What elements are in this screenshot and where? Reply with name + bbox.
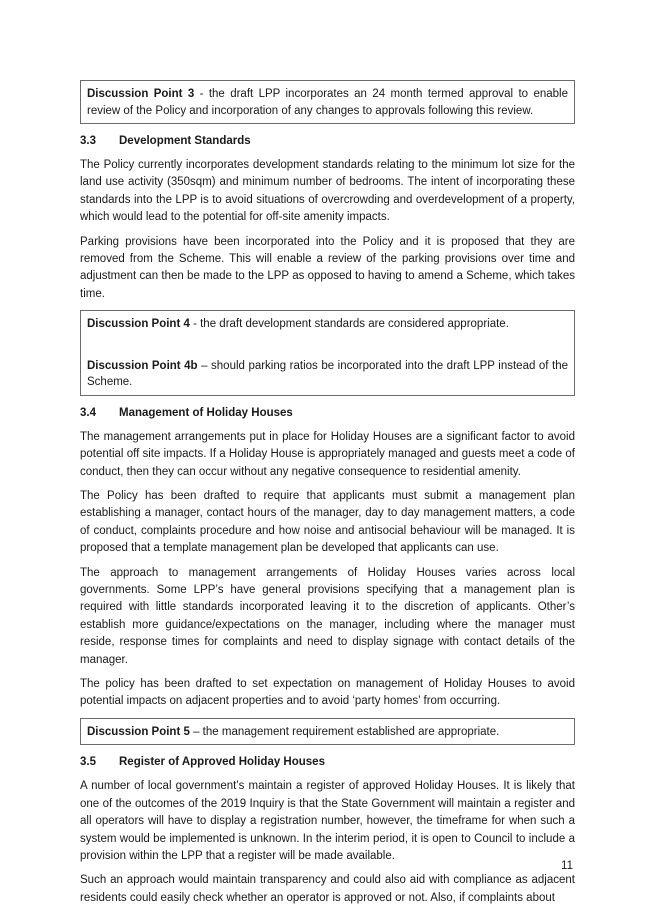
paragraph: Such an approach would maintain transparency and could also aid with compliance as adjacent residents could easily check whether an operator is approved or not. Also, if complaints about — [80, 874, 575, 904]
paragraph: Parking provisions have been incorporated into the Policy and it is proposed that they are removed from the Scheme. This will enable a review of the parking provisions over time and adjustment can then be made to the LPP as opposed to having to amend a Scheme, which takes time. — [80, 235, 575, 300]
discussion-point-4-box — [80, 310, 575, 396]
section-3-4-heading — [80, 405, 575, 421]
page-number: 11 — [561, 860, 573, 872]
section-3-3-heading — [80, 133, 575, 149]
discussion-point-4-label: Discussion Point 4 — [87, 318, 190, 331]
discussion-point-3-text: - the draft LPP incorporates an 24 month termed approval to enable review of the Policy and incorporation of any changes to approvals following this review. — [87, 88, 568, 117]
paragraph: The approach to management arrangements of Holiday Houses varies across local governments. Some LPP’s have general provisions specifying that a management plan is required with little standards incorporated leaving it to the discretion of applicants. Other’s establish more guidance/expectations on the manager, including where the manager must reside, response times for complaints and need to display signage with contact details of the manager. — [80, 566, 575, 666]
discussion-point-3-box — [80, 80, 575, 124]
paragraph: The management arrangements put in place for Holiday Houses are a significant factor to avoid potential off site impacts. If a Holiday House is appropriately managed and guests meet a code of conduct, then they can occur without any negative consequence to residential amenity. — [80, 430, 575, 478]
discussion-point-4b-text: – should parking ratios be incorporated into the draft LPP instead of the Scheme. — [87, 359, 568, 389]
paragraph: The Policy currently incorporates development standards relating to the minimum lot size for the land use activity (350sqm) and minimum number of bedrooms. The intent of incorporating these standards into the LPP is to avoid situations of overcrowding and overdevelopment of a property, which would lead to the potential for off-site amenity impacts. — [80, 159, 575, 224]
discussion-point-4b-label: Discussion Point 4b — [87, 359, 198, 372]
section-title: Management of Holiday Houses — [119, 406, 293, 419]
document-page — [80, 80, 575, 914]
discussion-point-5-label: Discussion Point 5 — [87, 725, 190, 738]
paragraph: A number of local government’s maintain a register of approved Holiday Houses. It is likely that one of the outcomes of the 2019 Inquiry is that the State Government will maintain a register and all operators will have to display a registration number, however, the timeframe for when such a system would be implemented is unknown. In the interim period, it is open to Council to include a provision within the LPP that a register will be made available. — [80, 780, 575, 862]
paragraph: The Policy has been drafted to require that applicants must submit a management plan establishing a manager, contact hours of the manager, day to day management matters, a code of conduct, complaints procedure and how noise and antisocial behaviour will be managed. It is proposed that a template management plan be developed that applicants can use. — [80, 489, 575, 555]
paragraph: The policy has been drafted to set expectation on management of Holiday Houses to avoid potential impacts on adjacent properties and to avoid ‘party homes’ from occurring. — [80, 678, 575, 708]
discussion-point-5-text: – the management requirement established are appropriate. — [189, 725, 500, 738]
section-3-5-heading — [80, 754, 575, 770]
section-number: 3.3 — [80, 135, 96, 147]
section-title: Development Standards — [119, 135, 251, 147]
discussion-point-4-text: - the draft development standards are considered appropriate. — [189, 318, 509, 331]
section-number: 3.4 — [80, 406, 96, 419]
section-title: Register of Approved Holiday Houses — [119, 756, 325, 769]
discussion-point-5-box — [80, 718, 575, 746]
discussion-point-3-label: Discussion Point 3 — [87, 88, 195, 100]
section-number: 3.5 — [80, 756, 96, 769]
